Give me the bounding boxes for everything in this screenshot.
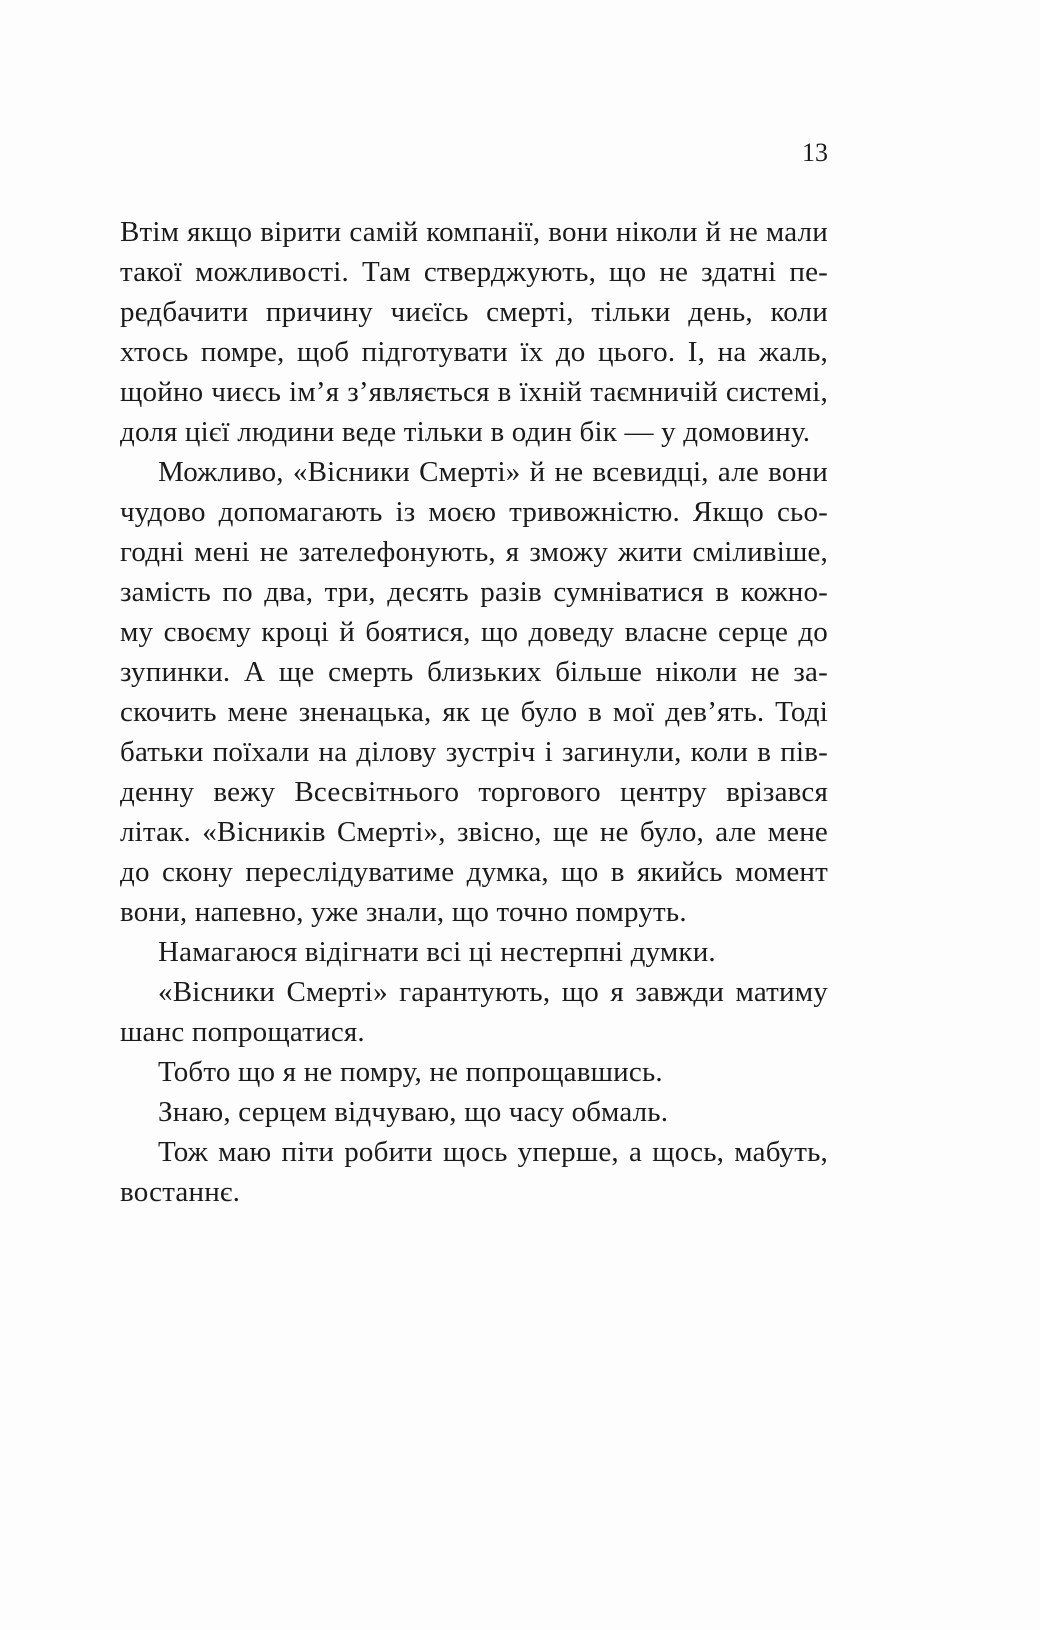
text-line: годні мені не зателефонують, я зможу жити сміливіше, <box>120 536 828 568</box>
text-line: Втім якщо вірити самій компанії, вони ніколи й не мали <box>120 216 828 248</box>
paragraph <box>120 452 828 932</box>
text-line: літак. «Вісників Смерті», звісно, ще не було, але мене <box>120 816 828 848</box>
text-line: батьки поїхали на ділову зустріч і загинули, коли в пів- <box>120 736 828 768</box>
text-line: замість по два, три, десять разів сумніватися в кожно- <box>120 576 828 608</box>
text-line: «Вісники Смерті» гарантують, що я завжди матиму <box>158 976 828 1008</box>
text-line: такої можливості. Там стверджують, що не здатні пе- <box>120 256 828 288</box>
page-number: 13 <box>802 138 828 167</box>
text-line: Можливо, «Вісники Смерті» й не всевидці, але вони <box>158 456 828 488</box>
text-line: Тож маю піти робити щось уперше, а щось, мабуть, <box>158 1136 828 1168</box>
text-line: щойно чиєсь ім’я з’являється в їхній таємничій системі, <box>120 376 828 408</box>
paragraph <box>120 932 828 972</box>
text-line: чудово допомагають із моєю тривожністю. Якщо сьо- <box>120 496 828 528</box>
text-line: вони, напевно, уже знали, що точно помруть. <box>120 896 687 928</box>
paragraph <box>120 212 828 452</box>
text-line: доля цієї людини веде тільки в один бік — у домовину. <box>120 416 811 448</box>
text-line: шанс попрощатися. <box>120 1016 365 1048</box>
text-line: до скону переслідуватиме думка, що в якийсь момент <box>120 856 828 888</box>
paragraph <box>120 1132 828 1212</box>
text-line: Знаю, серцем відчуваю, що часу обмаль. <box>158 1096 669 1128</box>
text-line: зупинки. А ще смерть близьких більше ніколи не за- <box>120 656 828 688</box>
text-line: Намагаюся відігнати всі ці нестерпні думки. <box>158 936 716 968</box>
text-block <box>120 212 828 1212</box>
text-line: редбачити причину чиєїсь смерті, тільки день, коли <box>120 296 828 328</box>
text-line: му своєму кроці й боятися, що доведу власне серце до <box>120 616 828 648</box>
paragraph <box>120 972 828 1052</box>
paragraph <box>120 1092 828 1132</box>
text-line: денну вежу Всесвітнього торгового центру врізався <box>120 776 828 808</box>
text-line: Тобто що я не помру, не попрощавшись. <box>158 1056 663 1088</box>
paragraph <box>120 1052 828 1092</box>
text-line: хтось помре, щоб підготувати їх до цього. І, на жаль, <box>120 336 828 368</box>
text-line: скочить мене зненацька, як це було в мої дев’ять. Тоді <box>120 696 828 728</box>
text-line: востаннє. <box>120 1176 241 1208</box>
